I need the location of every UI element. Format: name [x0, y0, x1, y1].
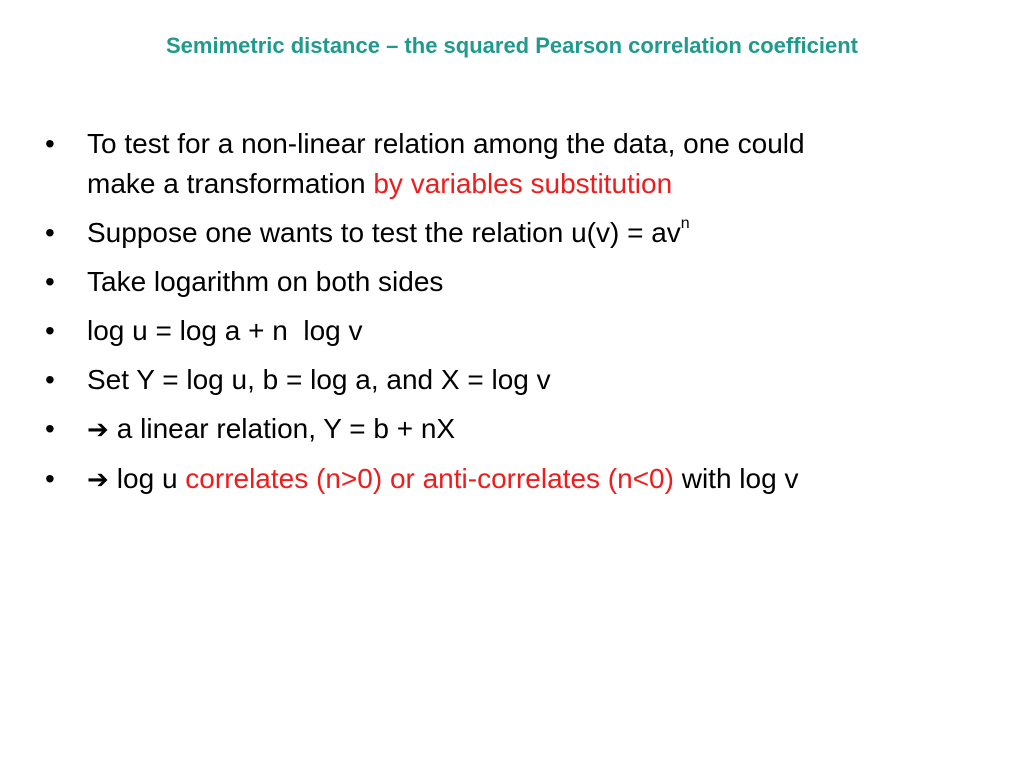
bullet-text: Suppose one wants to test the relation u(v) = av: [87, 217, 681, 248]
highlight-text: correlates (n>0) or anti-correlates (n<0): [185, 463, 674, 494]
bullet-item-correlation: [45, 459, 985, 500]
bullet-text: To test for a non-linear relation among the data, one could: [87, 128, 805, 159]
bullet-text: a linear relation, Y = b + nX: [116, 413, 456, 444]
bullet-dot-icon: •: [45, 315, 55, 346]
bullet-item-log-equation: [45, 311, 985, 351]
slide-title: Semimetric distance – the squared Pearson correlation coefficient: [165, 33, 858, 58]
bullet-dot-icon: •: [45, 463, 55, 494]
bullet-dot-icon: •: [45, 413, 55, 444]
bullet-text: Take logarithm on both sides: [87, 266, 444, 297]
highlight-text: by variables substitution: [373, 168, 673, 199]
bullet-item-linear-relation: [45, 409, 985, 450]
arrow-right-icon: ➔: [87, 465, 109, 495]
bullet-item-substitution: [45, 360, 985, 400]
bullet-dot-icon: •: [45, 364, 55, 395]
bullet-item-transformation: [45, 124, 985, 204]
arrow-right-icon: ➔: [87, 415, 109, 445]
bullet-dot-icon: •: [45, 217, 55, 248]
bullet-text: Set Y = log u, b = log a, and X = log v: [87, 364, 551, 395]
bullet-text: with log v: [673, 463, 799, 494]
bullet-list: [45, 124, 985, 509]
bullet-text: log u = log a + n log v: [87, 315, 363, 346]
bullet-item-logarithm: [45, 262, 985, 302]
bullet-dot-icon: •: [45, 128, 55, 159]
bullet-text: log u: [116, 463, 186, 494]
bullet-dot-icon: •: [45, 266, 55, 297]
bullet-item-relation: [45, 213, 985, 253]
bullet-text: make a transformation: [87, 168, 374, 199]
exponent: n: [680, 214, 690, 232]
